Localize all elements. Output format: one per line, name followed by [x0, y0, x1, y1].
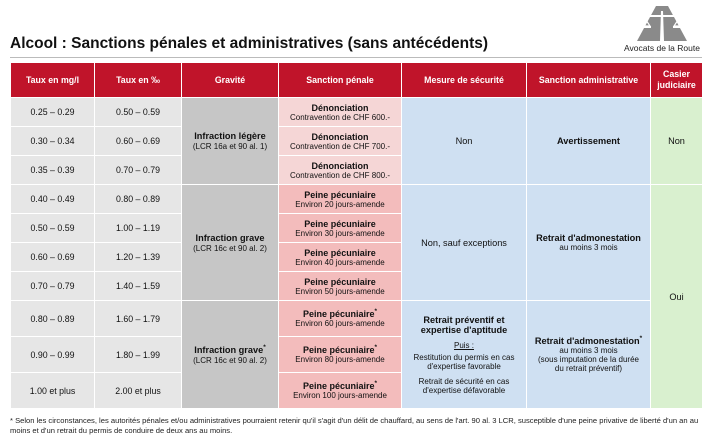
road-scales-icon [635, 4, 689, 42]
col-header-penal: Sanction pénale [279, 63, 402, 98]
penal-detail: Contravention de CHF 700.- [289, 141, 391, 151]
penal-title [279, 381, 401, 391]
security-line: Restitution du permis en cas [413, 352, 515, 362]
penal-sanction [279, 214, 402, 243]
security-title-line1: Retrait préventif et [423, 314, 505, 325]
gravity-title [182, 345, 278, 355]
col-header-security: Mesure de sécurité [402, 63, 527, 98]
header-divider [10, 57, 702, 58]
admin-title: Avertissement [557, 136, 620, 146]
security-line: Retrait de sécurité en cas [418, 376, 510, 386]
col-header-casier: Casier judiciaire [651, 63, 703, 98]
logo [622, 4, 702, 54]
table-header-row [11, 63, 703, 98]
casier-cell: Oui [651, 185, 703, 409]
penal-sanction [279, 98, 402, 127]
gravity-law: (LCR 16c et 90 al. 2) [193, 355, 267, 365]
col-header-permille: Taux en ‰ [95, 63, 182, 98]
rate-permille: 1.60 – 1.79 [95, 301, 182, 337]
col-header-admin: Sanction administrative [527, 63, 651, 98]
admin-sanction [527, 98, 651, 185]
admin-sanction [527, 185, 651, 301]
table-row [11, 98, 703, 127]
gravity-title: Infraction légère [194, 131, 266, 141]
rate-permille: 0.60 – 0.69 [95, 127, 182, 156]
admin-title-text: Retrait d'admonestation [534, 336, 640, 346]
rate-permille: 1.80 – 1.99 [95, 337, 182, 373]
casier-cell: Non [651, 98, 703, 185]
gravity-cell [182, 98, 279, 185]
penal-title [279, 345, 401, 355]
rate-mgl: 0.30 – 0.34 [11, 127, 95, 156]
penal-title: Dénonciation [311, 131, 369, 142]
rate-mgl: 0.40 – 0.49 [11, 185, 95, 214]
rate-mgl: 1.00 et plus [11, 373, 95, 409]
penal-sanction [279, 272, 402, 301]
penal-title: Peine pécuniaire [304, 247, 376, 258]
penal-sanction [279, 127, 402, 156]
page-title: Alcool : Sanctions pénales et administratives (sans antécédents) [10, 35, 489, 52]
rate-mgl: 0.50 – 0.59 [11, 214, 95, 243]
admin-title: Retrait d'admonestation [536, 233, 641, 243]
penal-title: Peine pécuniaire [304, 276, 376, 287]
admin-subtitle: au moins 3 mois [559, 243, 618, 252]
penal-title: Dénonciation [311, 102, 369, 113]
rate-mgl: 0.90 – 0.99 [11, 337, 95, 373]
asterisk: * [374, 308, 378, 315]
rate-mgl: 0.80 – 0.89 [11, 301, 95, 337]
rate-permille: 1.00 – 1.19 [95, 214, 182, 243]
penal-detail: Contravention de CHF 600.- [289, 112, 391, 122]
gravity-law: (LCR 16a et 90 al. 1) [192, 142, 268, 151]
penal-title: Dénonciation [311, 160, 369, 171]
security-title-line2: expertise d'aptitude [420, 324, 508, 335]
col-header-mgl: Taux en mg/l [11, 63, 95, 98]
table-row [11, 301, 703, 337]
rate-permille: 1.40 – 1.59 [95, 272, 182, 301]
security-line: d'expertise défavorable [422, 385, 506, 395]
gravity-title: Infraction grave [195, 232, 265, 243]
rate-mgl: 0.35 – 0.39 [11, 156, 95, 185]
penal-sanction [279, 373, 402, 409]
rate-permille: 0.50 – 0.59 [95, 98, 182, 127]
asterisk: * [374, 380, 378, 387]
rate-permille: 2.00 et plus [95, 373, 182, 409]
gravity-law: (LCR 16c et 90 al. 2) [193, 243, 267, 253]
penal-title: Peine pécuniaire [304, 189, 376, 200]
penal-detail: Environ 50 jours-amende [295, 286, 385, 296]
penal-title: Peine pécuniaire [304, 218, 376, 229]
penal-sanction [279, 337, 402, 373]
admin-subtitle: du retrait préventif) [554, 364, 623, 373]
penal-detail: Environ 100 jours-amende [293, 391, 387, 400]
penal-detail: Environ 80 jours-amende [295, 355, 385, 364]
sanctions-table [10, 62, 703, 409]
gravity-title-text: Infraction grave [194, 344, 264, 355]
penal-detail: Environ 30 jours-amende [295, 228, 385, 238]
table-row [11, 185, 703, 214]
penal-title [279, 309, 401, 319]
asterisk: * [263, 343, 266, 351]
security-line: d'expertise favorable [427, 361, 501, 371]
penal-sanction [279, 301, 402, 337]
asterisk: * [639, 334, 643, 342]
col-header-gravity: Gravité [182, 63, 279, 98]
penal-title-text: Peine pécuniaire [302, 345, 375, 355]
asterisk: * [374, 344, 378, 351]
admin-subtitle: au moins 3 mois [559, 346, 618, 355]
security-then: Puis : [453, 340, 474, 350]
penal-sanction [279, 156, 402, 185]
admin-subtitle: (sous imputation de la durée [538, 355, 639, 364]
rate-mgl: 0.70 – 0.79 [11, 272, 95, 301]
penal-detail: Environ 40 jours-amende [295, 257, 385, 267]
security-measure: Non [402, 98, 527, 185]
rate-permille: 0.80 – 0.89 [95, 185, 182, 214]
admin-sanction [527, 301, 651, 409]
gravity-cell [182, 185, 279, 301]
rate-mgl: 0.25 – 0.29 [11, 98, 95, 127]
footnote: * Selon les circonstances, les autorités pénales et/ou administratives pourraient retenir qu'il s'agit d'un délit de chauffard, au sens de l'art. 90 al. 3 LCR, susceptible d'une peine privative de liberté d'un an au moins et d'un retrait du permis de conduire de deux ans au moins. [10, 416, 699, 435]
admin-title [527, 336, 650, 346]
logo-text: Avocats de la Route [624, 43, 700, 53]
security-measure [402, 301, 527, 409]
gravity-cell [182, 301, 279, 409]
security-measure: Non, sauf exceptions [402, 185, 527, 301]
penal-detail: Environ 60 jours-amende [295, 319, 385, 328]
penal-title-text: Peine pécuniaire [302, 309, 375, 319]
rate-mgl: 0.60 – 0.69 [11, 243, 95, 272]
penal-sanction [279, 243, 402, 272]
penal-title-text: Peine pécuniaire [302, 381, 375, 391]
rate-permille: 0.70 – 0.79 [95, 156, 182, 185]
penal-detail: Environ 20 jours-amende [295, 199, 385, 209]
rate-permille: 1.20 – 1.39 [95, 243, 182, 272]
penal-detail: Contravention de CHF 800.- [289, 170, 391, 180]
penal-sanction [279, 185, 402, 214]
